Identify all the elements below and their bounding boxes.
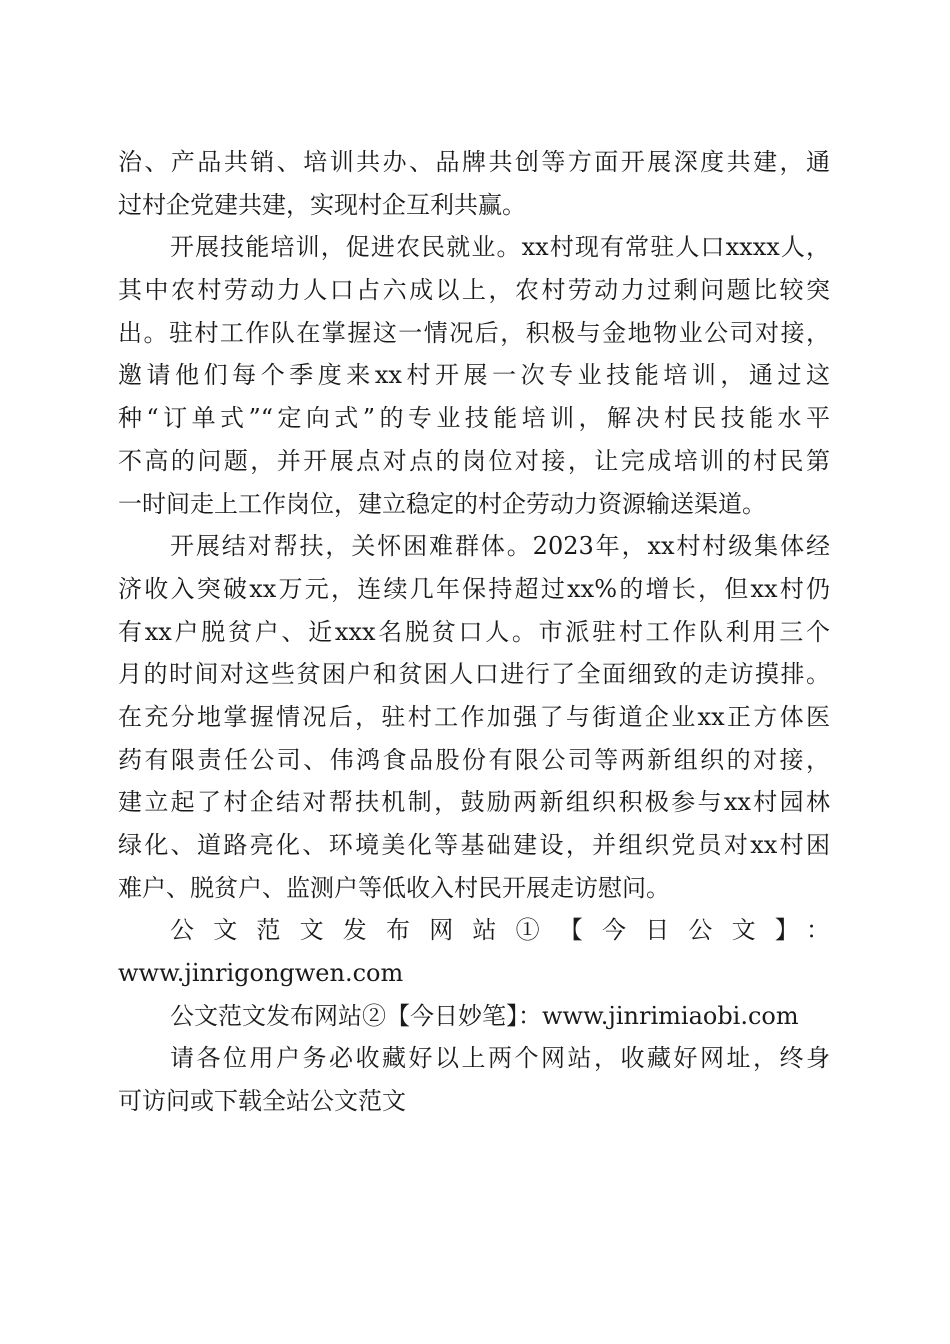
text-line: 其中农村劳动力人口占六成以上，农村劳动力过剩问题比较突 xyxy=(118,276,830,305)
text-line: 邀请他们每个季度来xx村开展一次专业技能培训，通过这 xyxy=(118,361,830,390)
site-two-line[interactable]: 公文范文发布网站②【今日妙笔】：www.jinrimiaobi.com xyxy=(170,1001,799,1030)
text-line: 开展结对帮扶，关怀困难群体。2023年，xx村村级集体经 xyxy=(170,532,830,561)
text-line: 治、产品共销、培训共办、品牌共创等方面开展深度共建，通 xyxy=(118,148,830,176)
text-line: 在充分地掌握情况后，驻村工作加强了与街道企业xx正方体医 xyxy=(118,702,830,731)
text-line: 种“订单式”“定向式”的专业技能培训，解决村民技能水平 xyxy=(118,404,830,433)
text-line: 不高的问题，并开展点对点的岗位对接，让完成培训的村民第 xyxy=(118,446,830,475)
text-line: 可访问或下载全站公文范文 xyxy=(118,1087,406,1116)
paragraph-site-two xyxy=(118,995,830,1038)
text-line: 难户、脱贫户、监测户等低收入村民开展走访慰问。 xyxy=(118,873,670,902)
paragraph-paired-assistance xyxy=(118,525,830,909)
text-line: 有xx户脱贫户、近xxx名脱贫口人。市派驻村工作队利用三个 xyxy=(118,617,830,646)
text-line: 过村企党建共建，实现村企互利共赢。 xyxy=(118,190,526,219)
paragraph-site-one xyxy=(118,909,830,994)
paragraph-skills-training xyxy=(118,226,830,525)
text-line: 开展技能培训，促进农民就业。xx村现有常驻人口xxxx人， xyxy=(170,233,830,262)
text-line: 建立起了村企结对帮扶机制，鼓励两新组织积极参与xx村园林 xyxy=(118,788,830,817)
paragraph-cooperation-continued xyxy=(118,141,830,226)
text-line: 出。驻村工作队在掌握这一情况后，积极与金地物业公司对接， xyxy=(118,318,830,347)
document-page xyxy=(118,141,830,1123)
site-one-label: 公文范文发布网站①【今日公文】： xyxy=(170,916,830,945)
text-line: 药有限责任公司、伟鸿食品股份有限公司等两新组织的对接， xyxy=(118,745,830,774)
text-line: 月的时间对这些贫困户和贫困人口进行了全面细致的走访摸排。 xyxy=(118,660,830,689)
site-one-url[interactable]: www.jinrigongwen.com xyxy=(118,959,404,988)
paragraph-bookmark-notice xyxy=(118,1037,830,1122)
text-line: 济收入突破xx万元，连续几年保持超过xx%的增长，但xx村仍 xyxy=(118,574,830,603)
text-line: 一时间走上工作岗位，建立稳定的村企劳动力资源输送渠道。 xyxy=(118,489,766,518)
text-line: 请各位用户务必收藏好以上两个网站，收藏好网址，终身 xyxy=(170,1044,830,1073)
text-line: 绿化、道路亮化、环境美化等基础建设，并组织党员对xx村困 xyxy=(118,831,830,859)
